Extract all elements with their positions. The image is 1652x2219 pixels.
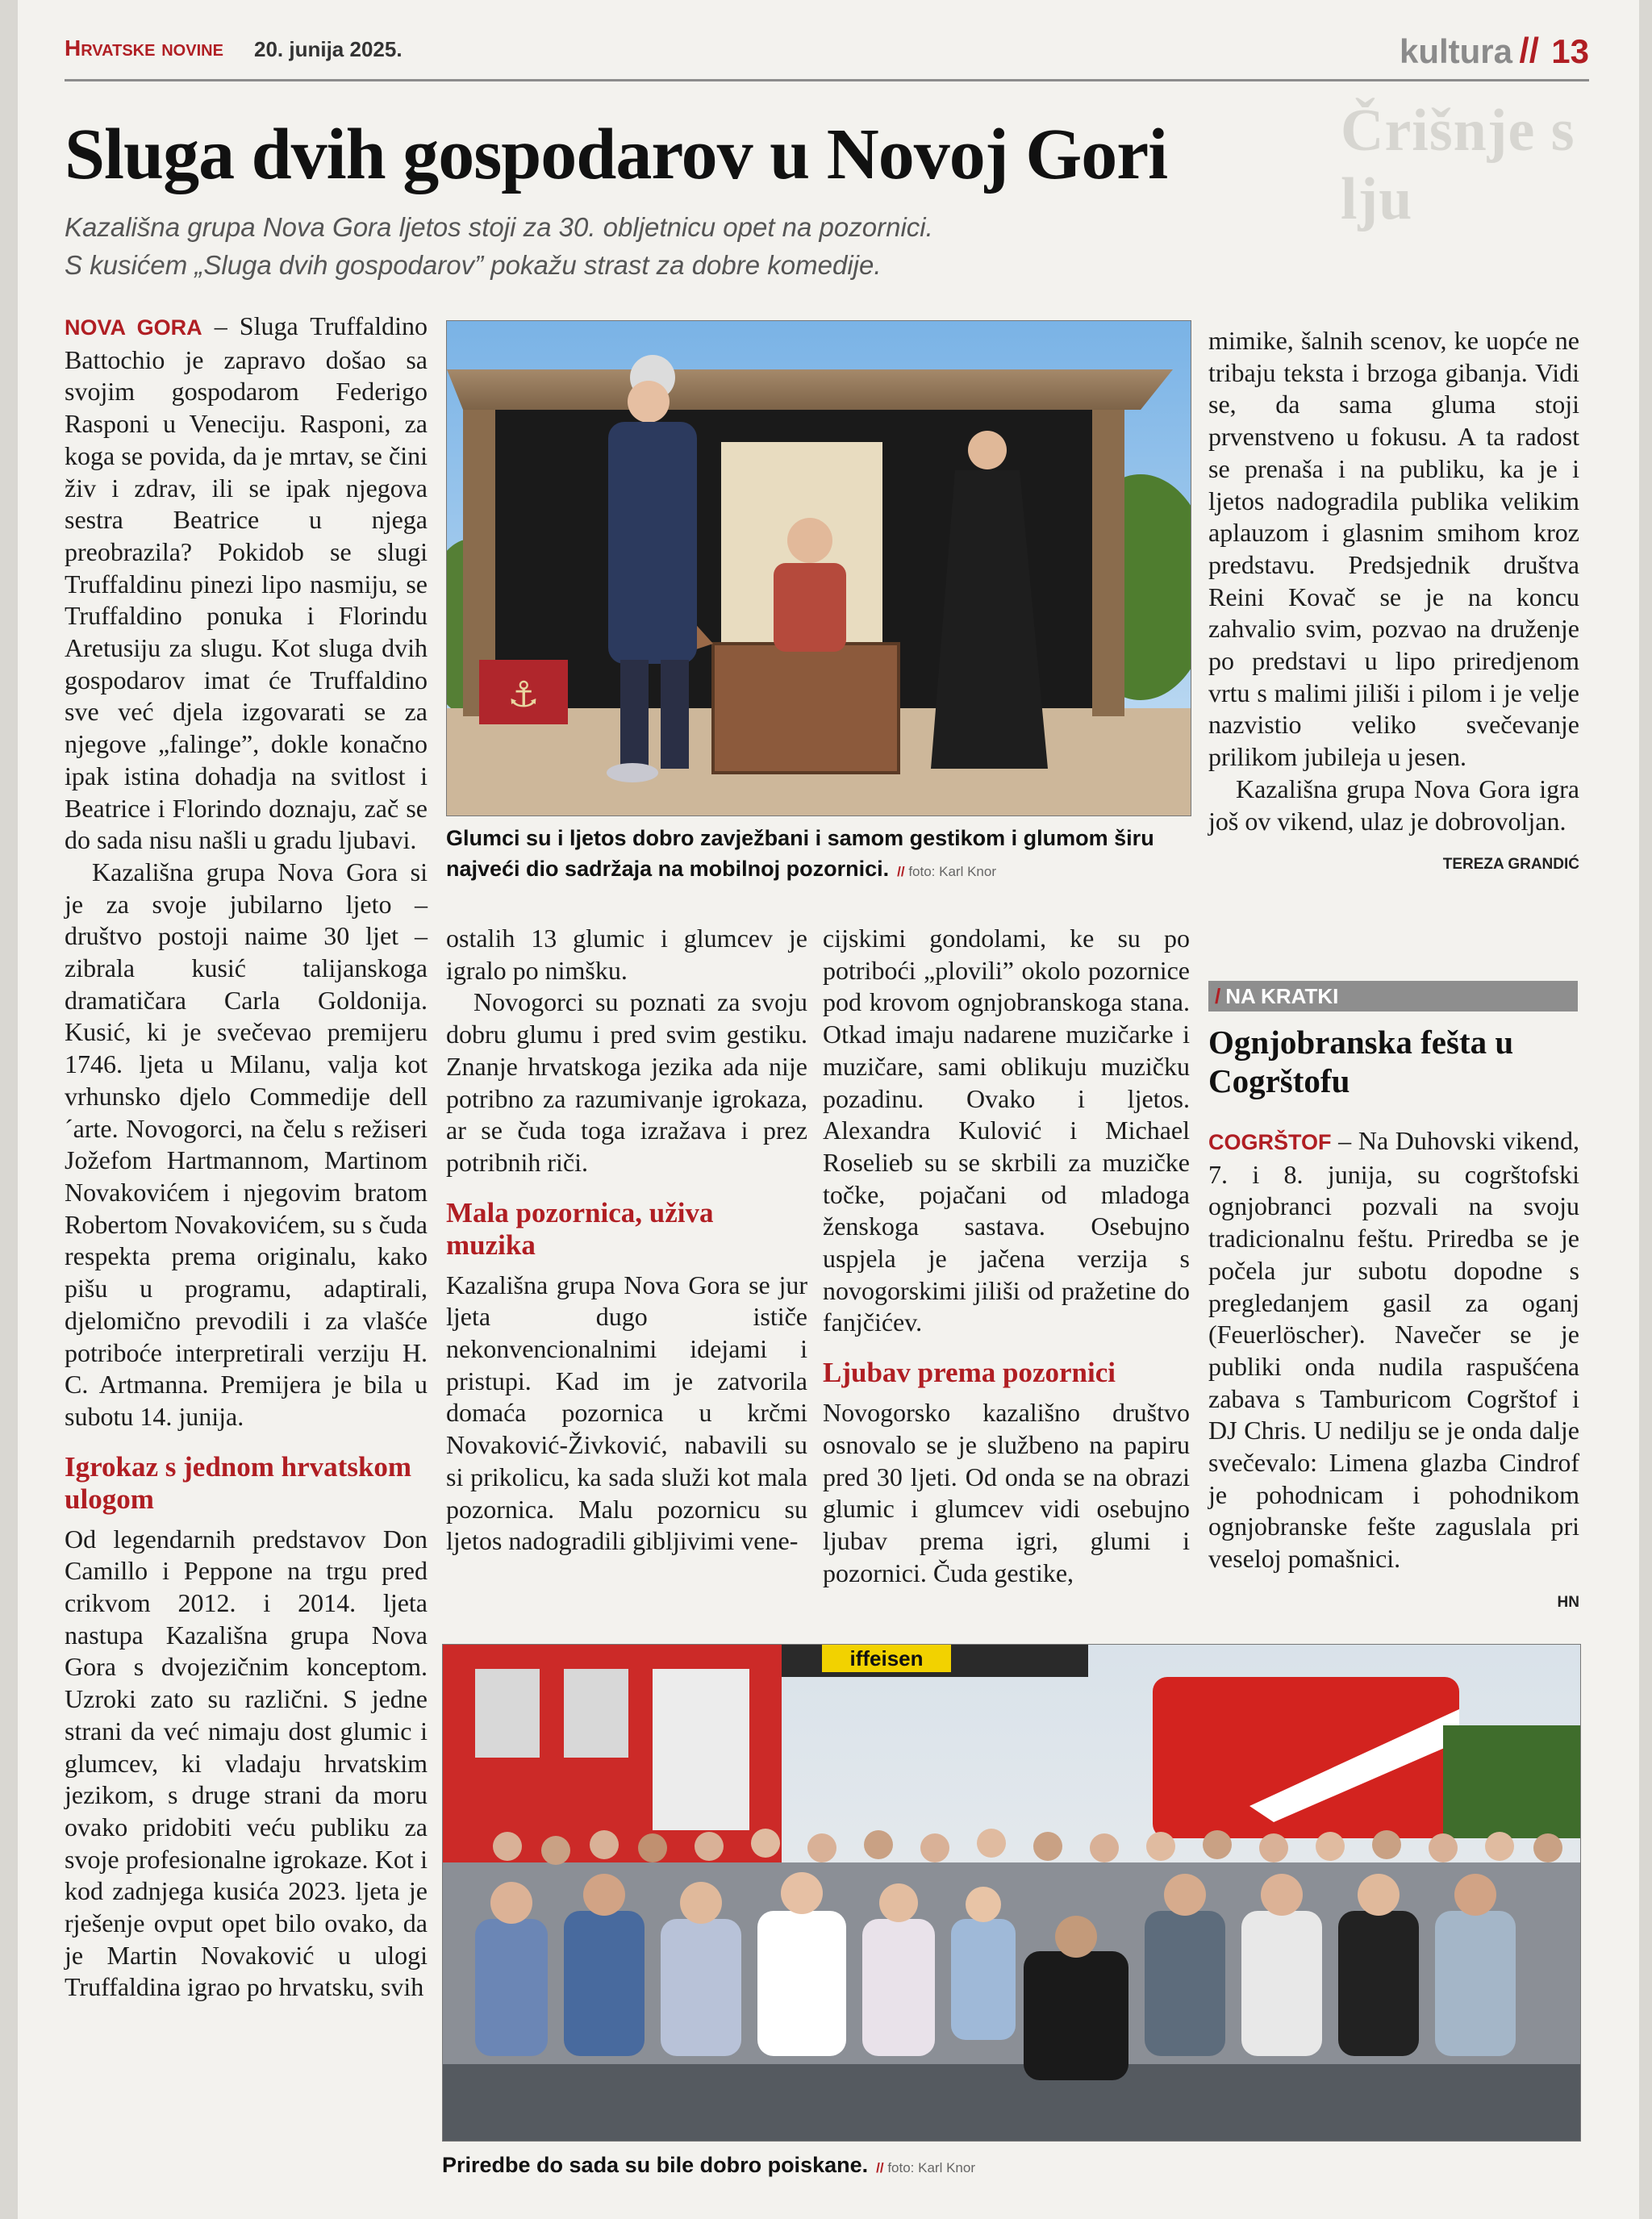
paragraph: Od legendarnih predstavov Don Camillo i Peppone na trgu pred crikvom 2012. i 2014. ljeta nastupa Kazališna grupa Nova Gora s dvojezičnim konceptom. Uzroki zato su različni. S jedne strani da već nimaju dost glumic i glumcev, ki vladaju hrvatskim jezikom, s druge strani da moru ovako pridobiti veću publiku za svoje profesionalne igrokaze. Kot i kod zadnjega kusića 2023. ljeta je rješenje ovput opet bilo ovako, da je Martin Novaković u ulogi Truffaldina igrao po hrvatsku, svih	[65, 1524, 428, 2002]
caption-text: Glumci su i ljetos dobro zavježbani i samom gestikom i glumom širu najveći dio sadržaja na mobilnoj pozornici.	[446, 826, 1154, 881]
photo-audience	[442, 1644, 1581, 2142]
brief-byline: HN	[1557, 1593, 1579, 1611]
lead-line: Kazališna grupa Nova Gora ljetos stoji za 30. obljetnicu opet na pozornici.	[65, 212, 933, 242]
stage-photo-illustration	[447, 321, 1191, 815]
paragraph: mimike, šalnih scenov, ke uopće ne tribaju teksta i brzoga gibanja. Vidi se, da sama gluma stoji prvenstveno u fokusu. A ta radost se prenaša i na publiku, ka je i ljetos nadogradila publika velikim aplauzom i glasnim smihom kroz predstavu. Predsjednik društva Reini Kovač se je na koncu zahvalio svim, pozvao na druženje po predstavi u lipo priredjenom vrtu s malimi jiliši i pilom i je velje nazvistio veliko svečevanje prilikom jubileja u jesen.	[1208, 326, 1579, 772]
paragraph: Kazališna grupa Nova Gora si je za svoje jubilarno ljeto – društvo postoji naime 30 ljet – zibrala kusić talijanskoga dramatičara Carla Goldonija. Kusić, ki je svečevao premijeru 1746. ljeta u Milanu, valja kot vrhunsko djelo Commedije dell´arte. Novogorci, na čelu s režiseri Jožefom Hartmannom, Martinom Novakovićem i njegovim bratom Robertom Novakovićem, su s čuda respekta prema originalu, kako pišu u programu, adaptirali, djelomično prevodili i za vlašće potriboće interpretirali verziju H. C. Artmanna. Premijera je bila u subotu 14. junija.	[65, 857, 428, 1431]
paragraph	[1208, 1125, 1579, 1575]
photo-credit	[876, 2160, 975, 2175]
paragraph	[65, 311, 428, 857]
paragraph: Kazališna grupa Nova Gora igra još ov vikend, ulaz je dobrovoljan.	[1208, 774, 1579, 836]
photo-caption	[446, 823, 1190, 887]
dateline: COGRŠTOF	[1208, 1130, 1332, 1154]
section-slash-icon: //	[1519, 31, 1539, 70]
paragraph: ostalih 13 glumic i glumcev je igralo po nimšku.	[446, 924, 807, 985]
dateline: NOVA GORA	[65, 315, 202, 340]
newspaper-page	[18, 0, 1639, 2219]
article-column-4	[1208, 325, 1579, 881]
raiffeisen-sign: iffeisen	[849, 1646, 924, 1671]
author-byline: TEREZA GRANDIĆ	[1442, 856, 1579, 874]
paragraph: Kazališna grupa Nova Gora se jur ljeta dugo ističe nekonvencionalnimi idejami i pristupi. Kad im je zatvorila domaća pozornica u krčmi Novaković-Živković, nabavili su si prikolicu, ka sada služi kot mala pozornica. Malu pozornicu su ljetos nadogradili gibljivimi vene-	[446, 1270, 807, 1556]
brief-body	[1208, 1125, 1579, 1619]
article-column-2	[446, 923, 807, 1558]
page-number: 13	[1551, 32, 1589, 70]
paragraph-text: – Sluga Truffaldino Battochio je zapravo došao sa svojim gospodarom Federigo Rasponi u Veneciju. Rasponi, za koga se povida, da je mrtav, se čini živ i zdrav, ili se ipak njegova sestra Beatrice u njega preobrazila? Pokidob se slugi Truffaldinu pinezi lipo nasmiju, se Truffaldino ponuka i Florindu Aretusiju za slugu. Kot sluga dvih gospodarov imat će Truffaldino sve već djela izgovarati se za njegove „falinge”, dokle konačno ipak istina dohadja na svitlost i Beatrice i Florindo doznaju, zač se do sada nisu našli u gradu ljubavi.	[65, 311, 428, 855]
brief-headline: Ognjobranska fešta u Cogrštofu	[1208, 1024, 1514, 1099]
subheading: Mala pozornica, uživa muzika	[446, 1196, 714, 1261]
publication-name: Hrvatske novine	[65, 35, 223, 60]
photo-caption	[442, 2150, 1579, 2184]
article-lead	[65, 208, 1274, 284]
subheading: Igrokaz s jednom hrvatskom ulogom	[65, 1450, 412, 1515]
na-kratki-label	[1208, 981, 1578, 1011]
issue-date: 20. junija 2025.	[254, 37, 403, 61]
lead-line: S kusićem „Sluga dvih gospodarov” pokažu strast za dobre komedije.	[65, 250, 882, 280]
photo-stage-performance	[446, 320, 1191, 816]
subheading: Ljubav prema pozornici	[823, 1357, 1116, 1389]
paragraph: Novogorci su poznati za svoju dobru glumu i pred svim gestiku. Znanje hrvatskoga jezika ada nije potribno za razumivanje igrokaza, ar se čuda toga izražava i prez potribnih riči.	[446, 987, 807, 1177]
label-slash-icon: /	[1215, 984, 1221, 1008]
credit-slash-icon: //	[897, 864, 905, 879]
article-column-3	[823, 923, 1190, 1589]
photo-credit	[897, 864, 996, 879]
svg-text:⚓: ⚓	[507, 674, 540, 715]
article-headline: Sluga dvih gospodarov u Novoj Gori	[65, 115, 1168, 194]
caption-text: Priredbe do sada su bile dobro poiskane.	[442, 2153, 869, 2177]
label-text: NA KRATKI	[1225, 984, 1339, 1008]
paragraph-text: – Na Duhovski vikend, 7. i 8. junija, su cogrštofski ognjobranci pozvali na svoju tradicionalnu feštu. Priredba se je počela jur subotu dopodne s pregledanjem gasil za oganj (Feuerlöscher). Navečer se je publiki onda nudila raspušćena zabava s Tamburicom Cogrštof i DJ Chris. U nedilju se je onda dalje svečevalo: Limena glazba Cindrof je pohodnicam i pohodnikom ognjobranske fešte zaguslala pri veseloj pomašnici.	[1208, 1126, 1579, 1574]
paragraph: Novogorsko kazališno društvo osnovalo se je službeno na papiru pred 30 ljeti. Od onda se na obrazi glumic i glumcev vidi osebujno ljubav prema igri, glumi i pozornici. Čuda gestike,	[823, 1398, 1190, 1587]
section-name: kultura	[1399, 32, 1512, 70]
masthead	[65, 32, 1589, 81]
paragraph: cijskimi gondolami, ke su po potriboći „plovili” okolo pozornice pod krovom ognjobranskoga stana. Otkad imaju nadarene muzičarke i muzičare, sami oblikuju muzičku pozadinu. Ovako i ljetos. Alexandra Kulović i Michael Roselieb su se skrbili za muzičke točke, pojačani od mladoga ženskoga sastava. Osebujno uspjela je jačena verzija s novogorskimi jiliši od pražetine do fanjčićev.	[823, 924, 1190, 1337]
adjacent-page-ghost-headline: Črišnje s lju	[1341, 98, 1575, 232]
article-column-1	[65, 311, 428, 2004]
credit-text: foto: Karl Knor	[887, 2160, 975, 2175]
credit-slash-icon: //	[876, 2160, 884, 2175]
credit-text: foto: Karl Knor	[908, 864, 996, 879]
audience-photo-illustration	[443, 1645, 1580, 2141]
